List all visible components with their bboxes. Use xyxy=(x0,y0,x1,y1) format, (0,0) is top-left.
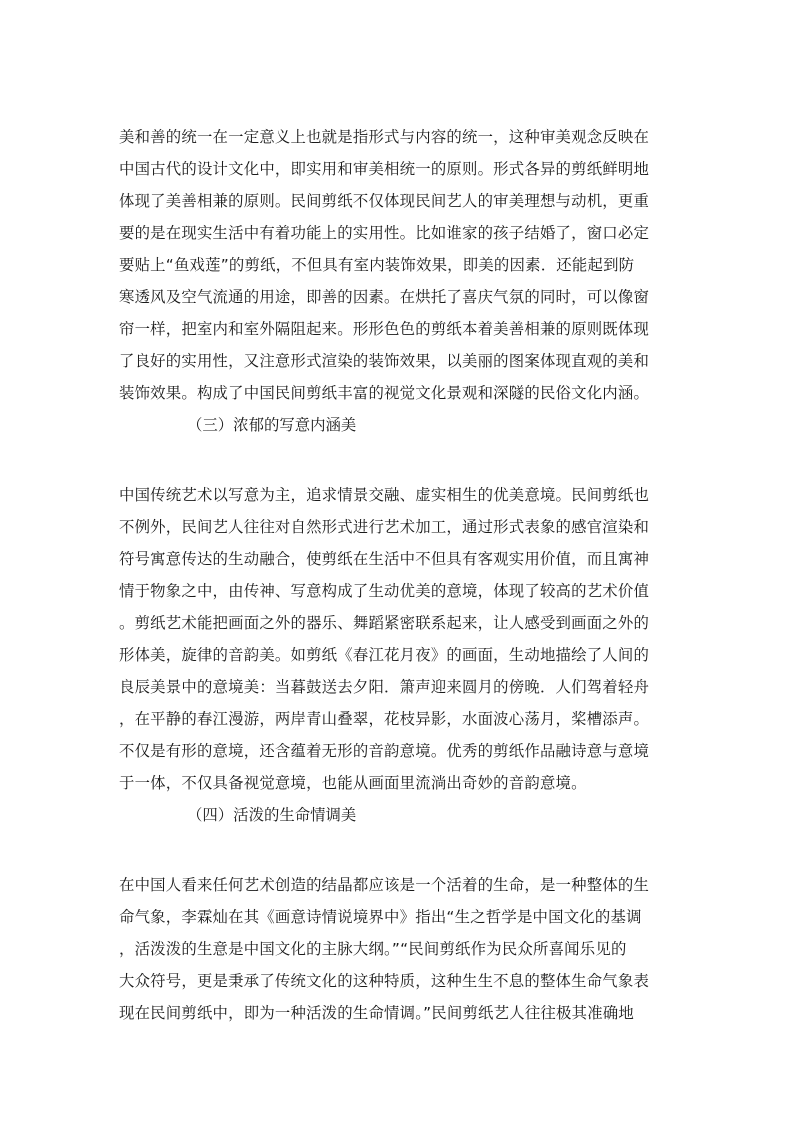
paragraph-line: 良辰美景中的意境美：当暮鼓送去夕阳．箫声迎来圆月的傍晚．人们驾着轻舟 xyxy=(119,678,650,696)
paragraph-line: 装饰效果。构成了中国民间剪纸丰富的视觉文化景观和深隧的民俗文化内涵。 xyxy=(119,384,650,402)
paragraph-line: 要的是在现实生活中有着功能上的实用性。比如谁家的孩子结婚了，窗口必定 xyxy=(119,224,650,242)
paragraph-line: ，在平静的春江漫游，两岸青山叠翠，花枝异影，水面波心荡月，桨槽添声。 xyxy=(119,710,650,728)
paragraph-line: 命气象，李霖灿在其《画意诗情说境界中》指出“生之哲学是中国文化的基调 xyxy=(119,908,642,926)
paragraph-line: 符号寓意传达的生动融合，使剪纸在生活中不但具有客观实用价值，而且寓神 xyxy=(119,550,650,568)
paragraph-line: 美和善的统一在一定意义上也就是指形式与内容的统一，这种审美观念反映在 xyxy=(119,128,650,146)
paragraph-line: 不仅是有形的意境，还含蕴着无形的音韵意境。优秀的剪纸作品融诗意与意境 xyxy=(119,742,650,760)
paragraph-line: 要贴上“鱼戏莲”的剪纸，不但具有室内装饰效果，即美的因素．还能起到防 xyxy=(119,256,635,274)
paragraph-line: 形体美，旋律的音韵美。如剪纸《春江花月夜》的画面，生动地描绘了人间的 xyxy=(119,646,650,664)
paragraph-line: 现在民间剪纸中，即为一种活泼的生命情调。”民间剪纸艺人往往极其准确地 xyxy=(119,1004,634,1022)
paragraph-line: 于一体，不仅具备视觉意境，也能从画面里流淌出奇妙的音韵意境。 xyxy=(119,774,587,792)
paragraph-line: 中国传统艺术以写意为主，追求情景交融、虚实相生的优美意境。民间剪纸也 xyxy=(119,486,650,504)
section-heading: （三）浓郁的写意内涵美 xyxy=(187,416,357,434)
section-heading: （四）活泼的生命情调美 xyxy=(187,806,357,824)
paragraph-line: 不例外，民间艺人往往对自然形式进行艺术加工，通过形式表象的感官渲染和 xyxy=(119,518,650,536)
paragraph-line: 。剪纸艺术能把画面之外的器乐、舞蹈紧密联系起来，让人感受到画面之外的 xyxy=(119,614,650,632)
paragraph-line: 了良好的实用性，又注意形式渲染的装饰效果，以美丽的图案体现直观的美和 xyxy=(119,352,650,370)
paragraph-line: 体现了美善相兼的原则。民间剪纸不仅体现民间艺人的审美理想与动机，更重 xyxy=(119,192,650,210)
paragraph-line: ，活泼泼的生意是中国文化的主脉大纲。”“民间剪纸作为民众所喜闻乐见的 xyxy=(119,940,627,958)
paragraph-line: 帘一样，把室内和室外隔阻起来。形形色色的剪纸本着美善相兼的原则既体现 xyxy=(119,320,650,338)
paragraph-line: 中国古代的设计文化中，即实用和审美相统一的原则。形式各异的剪纸鲜明地 xyxy=(119,160,650,178)
paragraph-line: 情于物象之中，由传神、写意构成了生动优美的意境，体现了较高的艺术价值 xyxy=(119,582,650,600)
paragraph-line: 在中国人看来任何艺术创造的结晶都应该是一个活着的生命，是一种整体的生 xyxy=(119,876,650,894)
paragraph-line: 大众符号，更是秉承了传统文化的这种特质，这种生生不息的整体生命气象表 xyxy=(119,972,650,990)
paragraph-line: 寒透风及空气流通的用途，即善的因素。在烘托了喜庆气氛的同时，可以像窗 xyxy=(119,288,650,306)
